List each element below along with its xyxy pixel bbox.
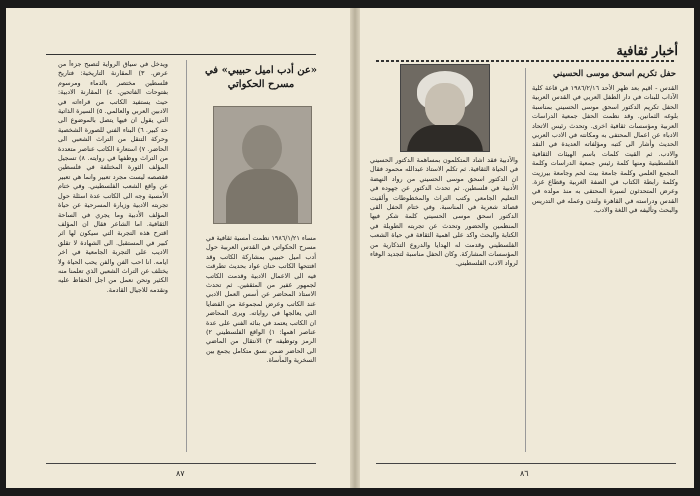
book-spread: [6, 8, 694, 488]
article-text: والأدبية فقد اشاد المتكلمون بمساهمة الدكتور الحسيني في الحياة الثقافية. ثم تكلم الاستاذ عبدالله محمود فقال ان الدكتور اسحق موسى الحسيني من رواد النهضة الأدبية في فلسطين. ثم تحدث الدكتور عن جهوده في التعليم الجامعي وكتب التراث والمخطوطات وألقيت قصائد شعرية في المناسبة. وفي ختام الحفل القى الدكتور اسحق موسى الحسيني كلمة شكر فيها المنظمين والحضور وتحدث عن تجربته الطويلة في الكتابة والبحث واكد على اهمية الثقافة في حياة الشعب الفلسطيني وقدمت له الهدايا والدروع التذكارية من المؤسسات المشاركة. وكان الحفل مناسبة لتجديد الوفاء لرواد الادب الفلسطيني.: [370, 156, 518, 268]
article-column-right: [532, 84, 678, 452]
article-headline: حفل تكريم اسحق موسى الحسيني: [552, 69, 676, 79]
article-text: ويدخل في سياق الرواية لتصبح جزءاً من عرض. ٣) المقارنة التاريخية: فتاريخ فلسطين مختصر بالدماء ومرسوم بفتوحات الفاتحين. ٤) المقارنة الادبية: حيث يستفيد الكاتب من قراءاته في الادبين العربي والعالمي. ٥) السيرة الذاتية التي يقول ان فيها يتصل بالموضوع الى حد كبير. ٦) البناء الفني للصورة الشخصية وحركة التنقل من التراث الشعبي الى الحاضر. ٧) استعارة الكاتب عناصر متعددة من التراث ووظفها في روايته. ٨) تسجيل المؤلف الثورة المختلفة في فلسطين فقصصه ليست مجرد تعبير وانما هي تعبير عن واقع الشعب الفلسطيني. وفي ختام الأمسية وجه الى الكاتب عدة اسئلة حول تجربته الادبية وزيارة المسرحية عن حياة المؤلف الأدبية وما يجري في الساحة الثقافية. اما الشاعر فقال ان المؤلف اقترح هذه التجربة التي سيكون لها اثر كبير في المستقبل. الى الشهادة لا تقلق الاديب على التجربة الجامعية في اخر ايامه. انا احب الفن والفن يحب الحياة ولا يختلف عن التراث الشعبي الذي تعلمنا منه الكثير ونحن نعمل من اجل الحفاظ عليه ونقدمه للاجيال القادمة.: [58, 60, 168, 294]
bottom-rule: [376, 463, 676, 464]
article-column-left: [58, 60, 168, 452]
section-title: أخبار ثقافية: [616, 44, 678, 59]
left-page: [6, 8, 350, 488]
author-photo: [213, 106, 312, 224]
article-headline: «عن أدب اميل حبيبي» في مسرح الحكواتي: [204, 65, 318, 90]
page-number: ٨٧: [176, 469, 185, 478]
section-rule: [376, 60, 676, 62]
top-rule: [46, 54, 316, 55]
page-number: ٨٦: [520, 469, 529, 478]
right-page: [360, 8, 694, 488]
bottom-rule: [46, 463, 316, 464]
article-column-right: [206, 234, 316, 452]
article-column-left: [370, 156, 518, 450]
article-text: القدس - اقيم بعد ظهر الأحد ١٩٨٦/٢/١٦ في قاعة كلية الآداب للبنات في دار الطفل العربي في القدس العربية الحفل تكريم الدكتور اسحق موسى الحسيني بمناسبة بلوغه الثمانين. وقد نظمت الحفل جمعية الدراسات العربية ومؤسسات ثقافية اخرى. وتحدث رئيس الاتحاد الادباء عن اعمال المحتفى به ومكانته في الادب العربي الحديث وأشار الى كتبه ومؤلفاته العديدة في النقد والادب. ثم القيت كلمات باسم الهيئات الثقافية الفلسطينية ومنها كلمة رئيس جمعية الدراسات وكلمة المجمع العلمي وكلمة جامعة بيت لحم وجامعة بيرزيت وكلمة رابطة الكتاب في الضفة الغربية وقطاع غزة. وعرض المتحدثون لسيرة المحتفى به منذ مولده في القدس ودراسته في القاهرة ولندن وعمله في التدريس والبحث وتأليفه في اللغة والادب.: [532, 84, 678, 215]
column-divider: [525, 68, 526, 452]
column-divider: [186, 60, 187, 452]
article-text: مساء ١٩٨٦/١/٢١ نظمت أمسية ثقافية في مسرح الحكواتي في القدس العربية حول أدب اميل حبيبي بمشاركة الكاتب وقد افتتحها الكاتب حنان عواد بحديث تطرقت فيه الى الاعمال الادبية وقدمت الكاتب لجمهور غفير من المثقفين. ثم تحدث الاستاذ المحاضر عن أسس العمل الادبي عند الكاتب وعرض لمجموعة من القضايا التي يعالجها في رواياته. ويرى المحاضر ان الكاتب يعتمد في بنائه الفني على عدة عناصر اهمها: ١) الواقع الفلسطيني ٢) الرمز وتوظيفه ٣) الانتقال من الماضي الى الحاضر ضمن نسق متكامل يجمع بين السخرية والمأساة.: [206, 234, 316, 365]
book-gutter: [350, 8, 360, 488]
portrait-photo: [400, 64, 490, 152]
